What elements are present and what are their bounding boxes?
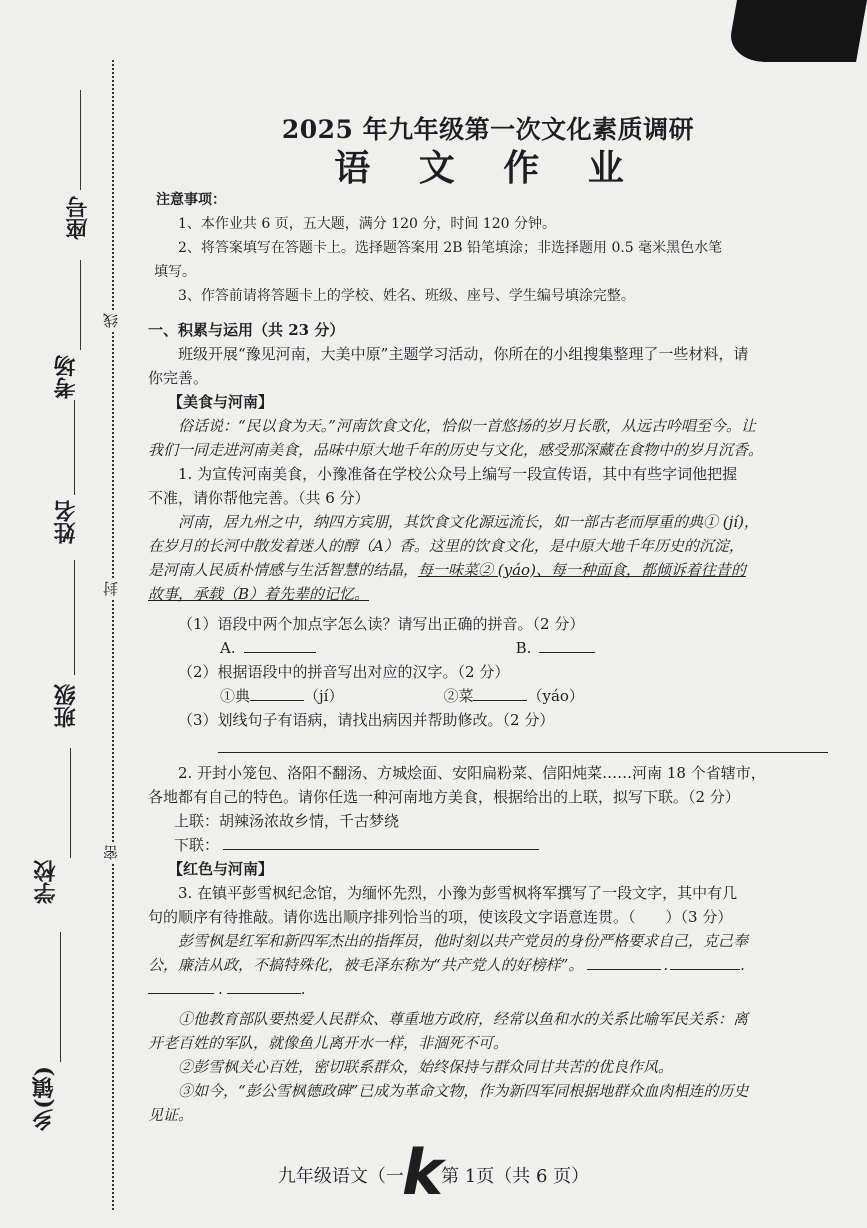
answer-a-blank[interactable] xyxy=(244,636,316,653)
passage-blank[interactable] xyxy=(587,953,661,970)
section-intro: 班级开展“豫见河南，大美中原”主题学习活动，你所在的小组搜集整理了一些材料，请 xyxy=(178,345,749,363)
question-1: 1. 为宣传河南美食，小豫准备在学校公众号上编写一段宣传语，其中有些字词他把握 xyxy=(178,465,738,483)
class-blank[interactable] xyxy=(74,560,75,675)
mark-seal: 封 xyxy=(100,578,121,599)
question-3: 3. 在镇平彭雪枫纪念馆，为缅怀先烈，小豫为彭雪枫将军撰写了一段文字，其中有几 xyxy=(178,884,738,902)
passage-underlined: 每一味菜② (yáo)、每一种面食，都倾诉着往昔的 xyxy=(418,561,746,579)
passage-text xyxy=(148,558,828,582)
exam-room-label: 考场 xyxy=(53,355,79,399)
school-blank[interactable] xyxy=(70,748,71,858)
couplet-down-label: 下联： xyxy=(174,836,220,854)
name-blank[interactable] xyxy=(74,400,75,495)
answer-1-pinyin: （jí） xyxy=(304,687,344,705)
passage-blank[interactable] xyxy=(148,977,214,994)
mark-line: 线 xyxy=(100,310,121,331)
question-3-blank-row: . . xyxy=(148,977,828,1001)
answer-2-pinyin: （yáo） xyxy=(527,687,584,705)
answer-b-label: B. xyxy=(515,639,532,657)
answer-1-blank[interactable] xyxy=(250,684,304,701)
question-3-passage-row: 公，廉洁从政，不搞特殊化，被毛泽东称为“共产党人的好榜样”。 . . xyxy=(148,953,828,977)
passage-blank[interactable] xyxy=(670,953,740,970)
town-blank[interactable] xyxy=(60,932,61,1062)
answer-2-blank[interactable] xyxy=(473,684,527,701)
notice-item: 3、作答前请将答题卡上的学校、姓名、班级、座号、学生编号填涂完整。 xyxy=(178,288,635,304)
exam-title: 2025 年九年级第一次文化素质调研 xyxy=(281,115,695,144)
footer-left: 九年级语文（一 xyxy=(277,1166,404,1187)
section-heading: 一、积累与运用（共 23 分） xyxy=(148,321,345,339)
answer-a-label: A. xyxy=(220,639,236,657)
notice-heading: 注意事项： xyxy=(156,192,226,208)
notice-item: 2、将答案填写在答题卡上。选择题答案用 2B 铅笔填涂；非选择题用 0.5 毫米黑色水笔 xyxy=(178,240,723,256)
question-2: 各地都有自己的特色。请你任选一种河南地方美食，根据给出的上联，拟写下联。（2 分） xyxy=(148,788,740,806)
sub-question-2: （2）根据语段中的拼音写出对应的汉字。（2 分） xyxy=(178,663,510,681)
passage-plain: 是河南人民质朴情感与生活智慧的结晶， xyxy=(148,561,419,579)
couplet-down-blank[interactable] xyxy=(223,833,539,850)
name-label: 姓名 xyxy=(53,500,79,544)
passage-blank[interactable] xyxy=(227,977,301,994)
option-1: ①他教育部队要热爱人民群众、尊重地方政府，经常以鱼和水的关系比喻军民关系：离 xyxy=(178,1010,749,1028)
option-2: ②彭雪枫关心百姓，密切联系群众，始终保持与群众同甘共苦的优良作风。 xyxy=(178,1058,674,1076)
sub-question-3-blank[interactable] xyxy=(218,732,828,753)
section-intro: 你完善。 xyxy=(148,369,209,387)
notice-item: 1、本作业共 6 页，五大题，满分 120 分，时间 120 分钟。 xyxy=(178,216,556,232)
answer-2-label: ②菜 xyxy=(443,687,474,705)
food-text: 我们一同走进河南美食，品味中原大地千年的历史与文化，感受那深藏在食物中的岁月沉香。 xyxy=(148,441,764,459)
page-footer xyxy=(0,1136,867,1209)
exam-content xyxy=(148,110,828,1127)
class-label: 班级 xyxy=(53,684,79,728)
question-1: 不准，请你帮他完善。（共 6 分） xyxy=(148,489,370,507)
binding-dotted-line xyxy=(112,60,114,1210)
town-label: 乡(镇) xyxy=(31,1066,57,1131)
notice-item: 填写。 xyxy=(154,264,196,280)
option-3: 见证。 xyxy=(148,1106,194,1124)
mark-secret: 密 xyxy=(100,842,121,863)
food-text: 俗话说：“民以食为天。”河南饮食文化，恰似一首悠扬的岁月长歌，从远古吟唱至今。让 xyxy=(178,417,756,435)
option-1: 开老百姓的军队，就像鱼儿离开水一样，非涸死不可。 xyxy=(148,1034,509,1052)
k-watermark: k xyxy=(401,1136,444,1209)
notice-block xyxy=(148,188,828,308)
passage-underlined: 故事，承载（B）着先辈的记忆。 xyxy=(148,585,370,603)
red-subtitle: 【红色与河南】 xyxy=(168,860,274,878)
couplet-up: 上联：胡辣汤浓故乡情，千古梦绕 xyxy=(174,812,400,830)
footer-right: 第 1页（共 6 页） xyxy=(441,1166,590,1187)
exam-room-blank[interactable] xyxy=(80,260,81,350)
question-3-passage: 彭雪枫是红军和新四军杰出的指挥员，他时刻以共产党员的身份严格要求自己，克己奉 xyxy=(178,932,749,950)
question-2: 2. 开封小笼包、洛阳不翻汤、方城烩面、安阳扁粉菜、信阳炖菜……河南 18 个省辖市， xyxy=(178,764,766,782)
hanzi-answer-row xyxy=(148,684,828,708)
school-label: 学校 xyxy=(33,860,59,904)
pinyin-answer-row xyxy=(148,636,828,660)
dark-corner xyxy=(726,0,867,62)
answer-b-blank[interactable] xyxy=(539,636,595,653)
seat-blank[interactable] xyxy=(80,90,81,190)
food-subtitle: 【美食与河南】 xyxy=(168,393,274,411)
answer-1-label: ①典 xyxy=(220,687,251,705)
sub-question-3: （3）划线句子有语病，请找出病因并帮助修改。（2 分） xyxy=(178,711,555,729)
question-3-passage: 公，廉洁从政，不搞特殊化，被毛泽东称为“共产党人的好榜样”。 xyxy=(148,956,584,974)
passage-text: 河南，居九州之中，纳四方宾朋，其饮食文化源远流长，如一部古老而厚重的典① (jí)， xyxy=(178,513,759,531)
subject-title: 语 文 作 业 xyxy=(334,147,642,189)
passage-text: 在岁月的长河中散发着迷人的醇（A）香。这里的饮食文化，是中原大地千年历史的沉淀， xyxy=(148,537,744,555)
question-3: 句的顺序有待推敲。请你选出顺序排列恰当的项，使该段文字语意连贯。（ ）（3 分） xyxy=(148,908,733,926)
couplet-down-row xyxy=(148,833,828,857)
option-3: ③如今，“彭公雪枫德政碑”已成为革命文物，作为新四军同根据地群众血肉相连的历史 xyxy=(178,1082,749,1100)
sub-question-1: （1）语段中两个加点字怎么读？请写出正确的拼音。（2 分） xyxy=(178,615,585,633)
seat-label: 座号 xyxy=(65,196,91,240)
